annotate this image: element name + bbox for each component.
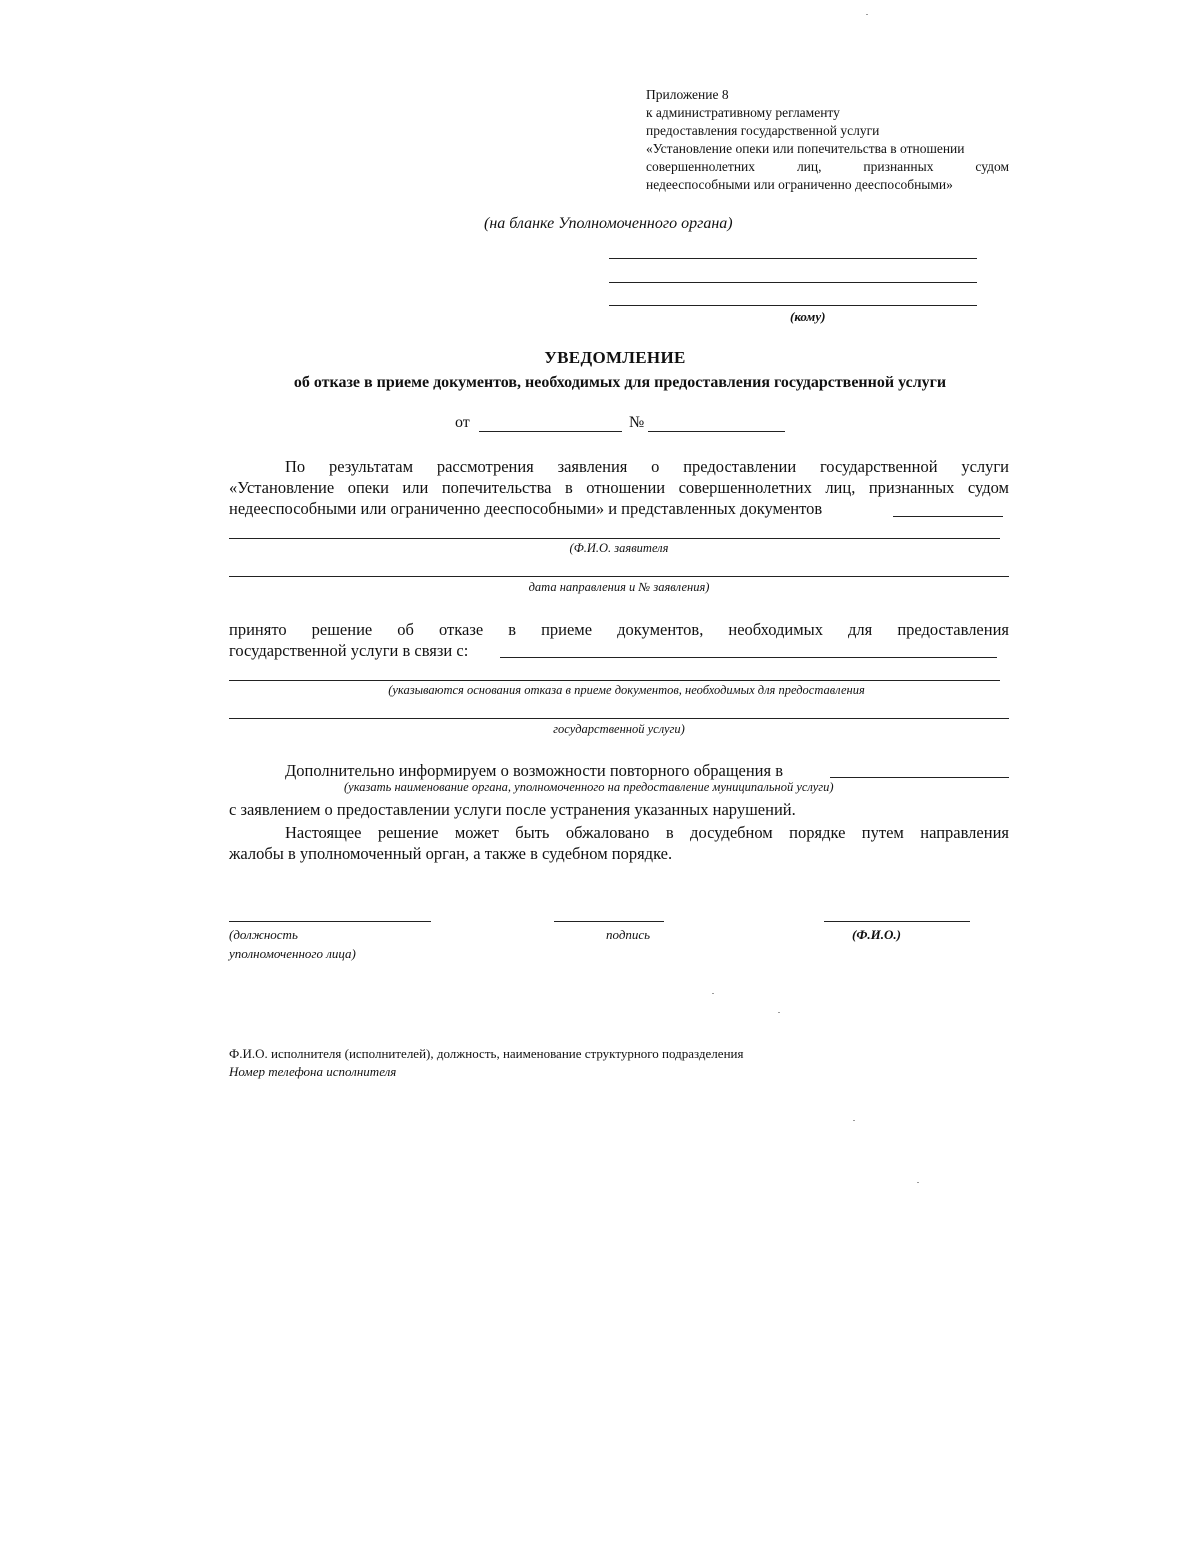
documents-field-line (893, 516, 1003, 517)
reasons-caption: (указываются основания отказа в приеме документов, необходимых для предоставления (388, 683, 865, 697)
paragraph-line: Дополнительно информируем о возможности повторного обращения в (285, 761, 784, 780)
position-signature-line (229, 921, 431, 922)
reason-field-line (229, 680, 1000, 681)
scan-speck (778, 1012, 780, 1013)
applicant-field-line (229, 538, 1000, 539)
document-title: УВЕДОМЛЕНИЕ (544, 348, 686, 367)
scan-speck (712, 993, 714, 994)
appendix-line: недееспособными или ограниченно дееспособными» (646, 177, 953, 192)
appeal-paragraph (229, 822, 1009, 864)
applicant-caption: (Ф.И.О. заявителя (569, 541, 669, 555)
paragraph-line: жалобы в уполномоченный орган, а также в судебном порядке. (229, 844, 673, 863)
paragraph-line: Настоящее решение может быть обжаловано в досудебном порядке путем направления (285, 823, 1009, 842)
paragraph-line: недееспособными или ограниченно дееспособными» и представленных документов (229, 499, 823, 518)
number-field-line (648, 431, 785, 432)
fio-signature-line (824, 921, 970, 922)
decision-paragraph (229, 619, 1009, 661)
paragraph-line: принято решение об отказе в приеме документов, необходимых для предоставления (229, 620, 1009, 639)
scan-speck (917, 1182, 919, 1183)
paragraph-line: с заявлением о предоставлении услуги после устранения указанных нарушений. (229, 800, 796, 819)
date-label: от (455, 414, 470, 431)
additional-info-cont (229, 799, 1009, 820)
reason-field-line (500, 657, 997, 658)
executor-footer (229, 1045, 743, 1081)
appendix-header (646, 86, 1009, 194)
appendix-line: совершеннолетних лиц, признанных судом (646, 159, 1009, 174)
reason-field-line (229, 718, 1009, 719)
letterhead-note: (на бланке Уполномоченного органа) (484, 215, 733, 232)
recipient-line (609, 282, 977, 283)
position-caption-line: (должность (229, 927, 298, 942)
appendix-line: «Установление опеки или попечительства в отношении (646, 141, 965, 156)
sign-caption: подпись (606, 927, 651, 942)
appendix-line: предоставления государственной услуги (646, 123, 880, 138)
number-label: № (629, 414, 645, 431)
executor-info: Ф.И.О. исполнителя (исполнителей), должность, наименование структурного подразделения (229, 1046, 744, 1061)
paragraph-line: «Установление опеки или попечительства в отношении совершеннолетних лиц, признанных судом (229, 478, 1009, 497)
scan-speck (853, 1120, 855, 1121)
application-date-field-line (229, 576, 1009, 577)
authority-hint: (указать наименование органа, уполномоченного на предоставление муниципальной услуги) (344, 780, 834, 794)
reasons-caption: государственной услуги) (553, 722, 685, 736)
executor-phone: Номер телефона исполнителя (229, 1064, 397, 1079)
fio-caption: (Ф.И.О.) (852, 927, 901, 942)
position-caption-line: уполномоченного лица) (229, 946, 356, 961)
application-paragraph (229, 456, 1009, 519)
date-field-line (479, 431, 622, 432)
sign-line (554, 921, 664, 922)
authority-field-line (830, 777, 1009, 778)
recipient-caption: (кому) (790, 309, 826, 324)
recipient-line (609, 305, 977, 306)
paragraph-line: государственной услуги в связи с: (229, 641, 469, 660)
position-caption (229, 925, 356, 963)
scan-speck (866, 14, 868, 15)
document-subtitle: об отказе в приеме документов, необходимых для предоставления государственной услуги (293, 374, 947, 391)
appendix-line: к административному регламенту (646, 105, 840, 120)
recipient-line (609, 258, 977, 259)
paragraph-line: По результатам рассмотрения заявления о предоставлении государственной услуги (285, 457, 1009, 476)
application-date-caption: дата направления и № заявления) (528, 580, 710, 594)
appendix-line: Приложение 8 (646, 87, 729, 102)
